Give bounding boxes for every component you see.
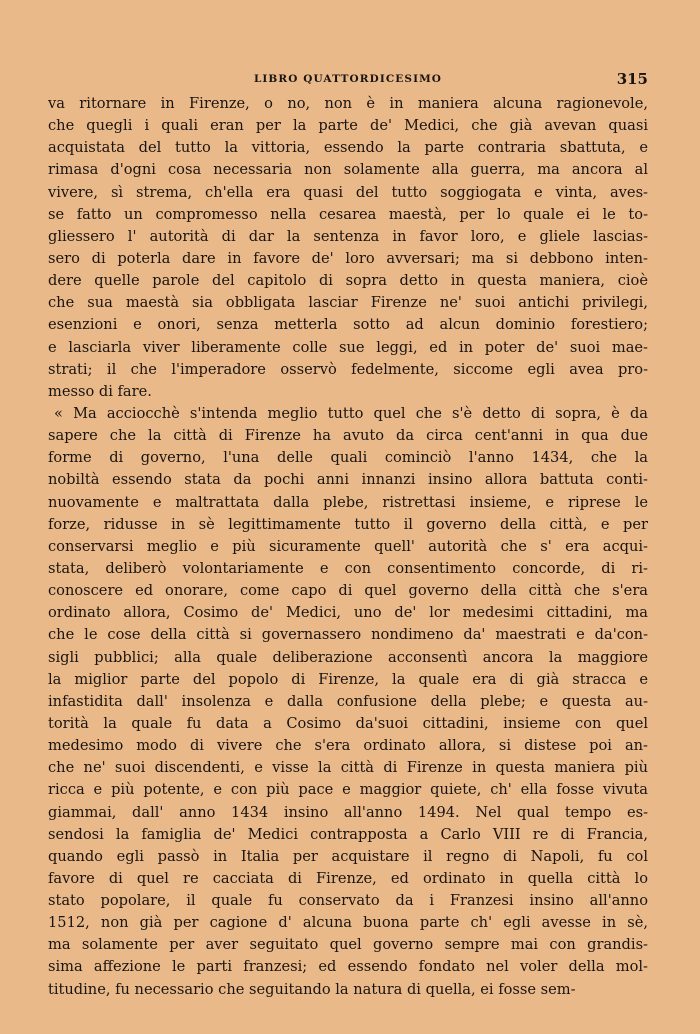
running-head bbox=[48, 70, 648, 93]
paragraph bbox=[48, 403, 648, 1001]
text-line: la miglior parte del popolo di Firenze, la quale era di già stracca e bbox=[48, 670, 648, 688]
text-line: ma solamente per aver seguitato quel governo sempre mai con grandis- bbox=[48, 936, 648, 954]
text-line: acquistata del tutto la vittoria, essendo la parte contraria sbattuta, e bbox=[48, 139, 648, 157]
text-line: e lasciarla viver liberamente colle sue leggi, ed in poter de' suoi mae- bbox=[48, 338, 648, 356]
text-line: conoscere ed onorare, come capo di quel governo della città che s'era bbox=[48, 582, 648, 600]
text-line: gliessero l' autorità di dar la sentenza in favor loro, e gliele lascias- bbox=[48, 227, 648, 245]
text-line: « Ma acciocchè s'intenda meglio tutto quel che s'è detto di sopra, è da bbox=[54, 404, 648, 422]
text-line: che ne' suoi discendenti, e visse la città di Firenze in questa maniera più bbox=[48, 759, 648, 777]
running-title: LIBRO QUATTORDICESIMO bbox=[253, 73, 443, 85]
text-line: ordinato allora, Cosimo de' Medici, uno de' lor medesimi cittadini, ma bbox=[48, 604, 648, 622]
text-line: nobiltà essendo stata da pochi anni innanzi insino allora battuta conti- bbox=[48, 471, 648, 489]
text-line: infastidita dall' insolenza e dalla confusione della plebe; e questa au- bbox=[48, 692, 648, 710]
text-line: forze, ridusse in sè legittimamente tutto il governo della città, e per bbox=[48, 515, 648, 533]
text-line: che sua maestà sia obbligata lasciar Firenze ne' suoi antichi privilegi, bbox=[48, 294, 648, 312]
text-line: sapere che la città di Firenze ha avuto da circa cent'anni in qua due bbox=[48, 427, 648, 445]
text-line: 1512, non già per cagione d' alcuna buona parte ch' egli avesse in sè, bbox=[48, 914, 648, 932]
body-text bbox=[48, 93, 648, 1001]
text-line: sero di poterla dare in favore de' loro avversari; ma si debbono inten- bbox=[48, 249, 648, 267]
text-line: sendosi la famiglia de' Medici contrapposta a Carlo VIII re di Francia, bbox=[48, 825, 648, 843]
page-number: 315 bbox=[616, 70, 648, 88]
text-line: nuovamente e maltrattata dalla plebe, ristrettasi insieme, e riprese le bbox=[48, 493, 648, 511]
text-line: medesimo modo di vivere che s'era ordinato allora, si distese poi an- bbox=[48, 737, 648, 755]
text-line: titudine, fu necessario che seguitando la natura di quella, ei fosse sem- bbox=[48, 980, 576, 998]
text-line: dere quelle parole del capitolo di sopra detto in questa maniera, cioè bbox=[48, 272, 648, 290]
text-line: che le cose della città si governassero nondimeno da' maestrati e da'con- bbox=[48, 626, 648, 644]
text-line: va ritornare in Firenze, o no, non è in maniera alcuna ragionevole, bbox=[48, 95, 648, 112]
text-line: ricca e più potente, e con più pace e maggior quiete, ch' ella fosse vivuta bbox=[48, 781, 648, 799]
text-line: rimasa d'ogni cosa necessaria non solamente alla guerra, ma ancora al bbox=[48, 161, 648, 179]
text-line: quando egli passò in Italia per acquistare il regno di Napoli, fu col bbox=[48, 847, 648, 865]
text-line: che quegli i quali eran per la parte de' Medici, che già avevan quasi bbox=[48, 117, 648, 135]
text-line: vivere, sì strema, ch'ella era quasi del tutto soggiogata e vinta, aves- bbox=[48, 183, 648, 201]
text-line: sima affezione le parti franzesi; ed essendo fondato nel voler della mol- bbox=[48, 958, 648, 976]
text-line: messo di fare. bbox=[48, 382, 152, 400]
text-line: esenzioni e onori, senza metterla sotto ad alcun dominio forestiero; bbox=[48, 316, 648, 334]
text-line: stato popolare, il quale fu conservato da i Franzesi insino all'anno bbox=[48, 892, 648, 910]
text-line: forme di governo, l'una delle quali cominciò l'anno 1434, che la bbox=[48, 449, 648, 467]
text-line: giammai, dall' anno 1434 insino all'anno 1494. Nel qual tempo es- bbox=[48, 803, 648, 821]
text-line: conservarsi meglio e più sicuramente quell' autorità che s' era acqui- bbox=[48, 537, 648, 555]
text-line: favore di quel re cacciata di Firenze, ed ordinato in quella città lo bbox=[48, 869, 648, 887]
text-line: strati; il che l'imperadore osservò fedelmente, siccome egli avea pro- bbox=[48, 360, 648, 378]
paragraph bbox=[48, 93, 648, 403]
text-line: se fatto un compromesso nella cesarea maestà, per lo quale ei le to- bbox=[48, 205, 648, 223]
text-line: sigli pubblici; alla quale deliberazione acconsentì ancora la maggiore bbox=[48, 648, 648, 666]
text-line: stata, deliberò volontariamente e con consentimento concorde, di ri- bbox=[48, 559, 648, 577]
text-line: torità la quale fu data a Cosimo da'suoi cittadini, insieme con quel bbox=[48, 714, 648, 732]
